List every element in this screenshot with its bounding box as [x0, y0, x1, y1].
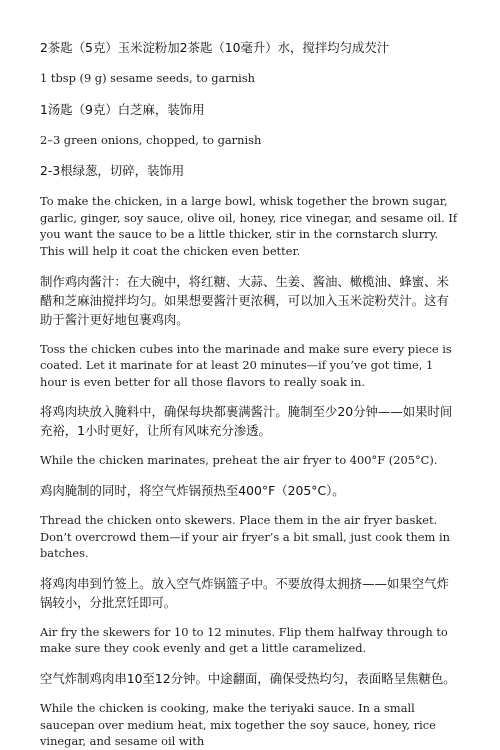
ingredient-sesame-en: 1 tbsp (9 g) sesame seeds, to garnish	[40, 71, 255, 85]
step-airfry-en: Air fry the skewers for 10 to 12 minutes. Flip them halfway through to make sure they cook evenly and get a little caramelized.	[40, 624, 448, 656]
step-skewer-zh: 将鸡肉串到竹签上。放入空气炸锅篮子中。不要放得太拥挤——如果空气炸锅较小，分批烹饪即可。	[40, 575, 449, 610]
step-toss-zh: 将鸡肉块放入腌料中，确保每块都裹满酱汁。腌制至少20分钟——如果时间充裕，1小时更好，让所有风味充分渗透。	[40, 404, 453, 439]
step-airfry-zh: 空气炸制鸡肉串10至12分钟。中途翻面，确保受热均匀，表面略呈焦糖色。	[40, 670, 456, 686]
step-marinade-zh: 制作鸡肉酱汁：在大碗中，将红糖、大蒜、生姜、酱油、橄榄油、蜂蜜、米醋和芝麻油搅拌均匀。如果想要酱汁更浓稠，可以加入玉米淀粉芡汁。这有助于酱汁更好地包裹鸡肉。	[40, 273, 449, 327]
ingredient-sesame-zh: 1汤匙（9克）白芝麻，装饰用	[40, 101, 205, 117]
ingredient-onions-en: 2–3 green onions, chopped, to garnish	[40, 132, 262, 147]
step-preheat-en: While the chicken marinates, preheat the air fryer to 400°F (205°C).	[40, 453, 438, 468]
step-toss-en: Toss the chicken cubes into the marinade and make sure every piece is coated. Let it marinate for at least 20 minutes—if you’ve got time, 1 hour is even better for all those flavors to really soak in.	[40, 341, 452, 389]
step-skewer-en: Thread the chicken onto skewers. Place them in the air fryer basket. Don’t overcrowd them—if your air fryer’s a bit small, just cook them in batches.	[40, 512, 450, 561]
step-sauce-en: While the chicken is cooking, make the teriyaki sauce. In a small saucepan over medium heat, mix together the soy sauce, honey, rice vinegar, and sesame oil with	[40, 700, 436, 749]
step-preheat-zh: 鸡肉腌制的同时，将空气炸锅预热至400°F（205°C）。	[40, 482, 345, 498]
ingredient-onions-zh: 2-3根绿葱，切碎，装饰用	[40, 163, 185, 179]
ingredient-cornstarch-zh: 2茶匙（5克）玉米淀粉加2茶匙（10毫升）水，搅拌均匀成芡汁	[40, 40, 390, 55]
step-marinade-en: To make the chicken, in a large bowl, whisk together the brown sugar, garlic, ginger, soy sauce, olive oil, honey, rice vinegar, and sesame oil. If you want the sauce to be a little thicker, stir in the cornstarch slurry. This will help it coat the chicken even better.	[40, 194, 458, 258]
